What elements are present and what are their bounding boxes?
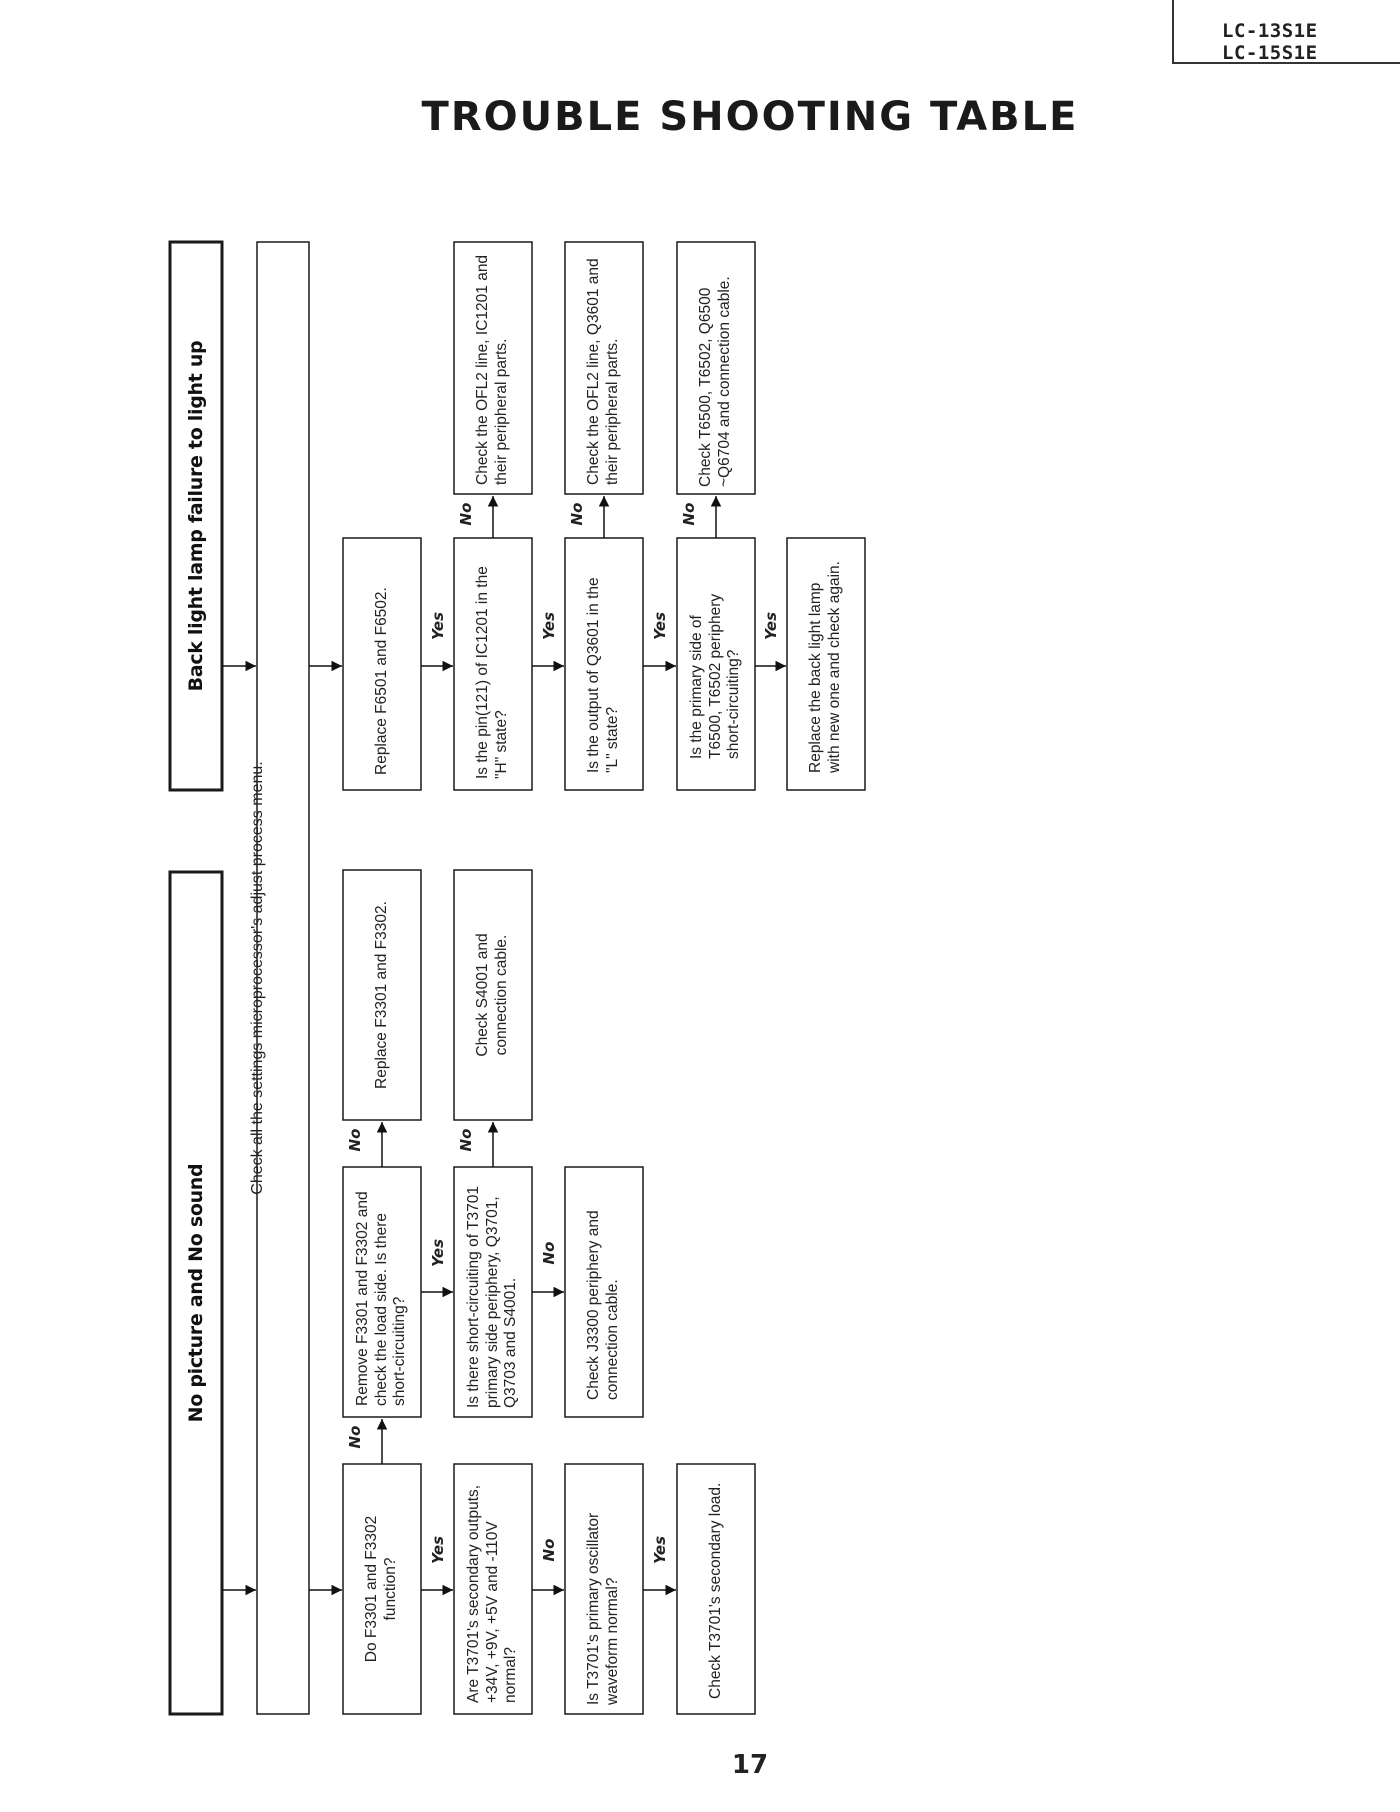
node-replace-f6501: Replace F6501 and F6502. bbox=[372, 587, 390, 775]
model-number-2: LC-15S1E bbox=[1222, 42, 1318, 64]
node-check-ofl2-q3601: Check the OFL2 line, Q3601 and their peripheral parts. bbox=[585, 258, 621, 485]
label-no: No bbox=[540, 1538, 558, 1562]
symptom-no-picture: No picture and No sound bbox=[185, 1163, 207, 1423]
node-check-ofl2-ic1201: Check the OFL2 line, IC1201 and their peripheral parts. bbox=[474, 254, 510, 485]
label-yes: Yes bbox=[429, 1238, 447, 1268]
label-no: No bbox=[457, 502, 475, 526]
node-replace-f3301: Replace F3301 and F3302. bbox=[372, 901, 390, 1089]
label-no: No bbox=[457, 1128, 475, 1152]
node-check-j3300: Check J3300 periphery and connection cable. bbox=[585, 1210, 621, 1400]
node-check-t3701-load: Check T3701's secondary load. bbox=[706, 1482, 724, 1699]
model-number-1: LC-13S1E bbox=[1222, 20, 1318, 42]
node-t3701-outputs: Are T3701's secondary outputs, +34V, +9V, +5V and -110V normal? bbox=[465, 1484, 520, 1703]
symptom-backlight: Back light lamp failure to light up bbox=[185, 340, 207, 692]
label-no: No bbox=[346, 1128, 364, 1152]
label-yes: Yes bbox=[651, 611, 669, 641]
page-title: TROUBLE SHOOTING TABLE bbox=[421, 94, 1079, 140]
label-no: No bbox=[568, 502, 586, 526]
node-primary-t6500: Is the primary side of T6500, T6502 periphery short-circuiting? bbox=[688, 593, 743, 759]
label-no: No bbox=[680, 502, 698, 526]
node-pin121: Is the pin(121) of IC1201 in the "H" state? bbox=[474, 566, 510, 779]
node-q3601-output: Is the output of Q3601 in the "L" state? bbox=[585, 577, 621, 773]
node-short-t3701: Is there short-circuiting of T3701 primary side periphery, Q3701, Q3703 and S4001. bbox=[465, 1186, 520, 1408]
node-check-t6500: Check T6500, T6502, Q6500 ~Q6704 and connection cable. bbox=[697, 276, 733, 487]
node-do-f3301: Do F3301 and F3302 function? bbox=[363, 1515, 399, 1663]
check-settings-text: Check all the settings microprocessor's adjust process menu. bbox=[249, 761, 267, 1195]
label-yes: Yes bbox=[762, 611, 780, 641]
label-no: No bbox=[540, 1241, 558, 1265]
label-yes: Yes bbox=[429, 611, 447, 641]
node-remove-f3301: Remove F3301 and F3302 and check the load side. Is there short-circuiting? bbox=[354, 1191, 409, 1406]
node-check-s4001: Check S4001 and connection cable. bbox=[474, 933, 510, 1057]
label-no: No bbox=[346, 1425, 364, 1449]
label-yes: Yes bbox=[651, 1535, 669, 1565]
node-replace-lamp: Replace the back light lamp with new one and check again. bbox=[807, 561, 843, 773]
node-t3701-osc: Is T3701's primary oscillator waveform normal? bbox=[585, 1512, 621, 1705]
label-yes: Yes bbox=[429, 1535, 447, 1565]
label-yes: Yes bbox=[540, 611, 558, 641]
page-number: 17 bbox=[731, 1750, 769, 1780]
